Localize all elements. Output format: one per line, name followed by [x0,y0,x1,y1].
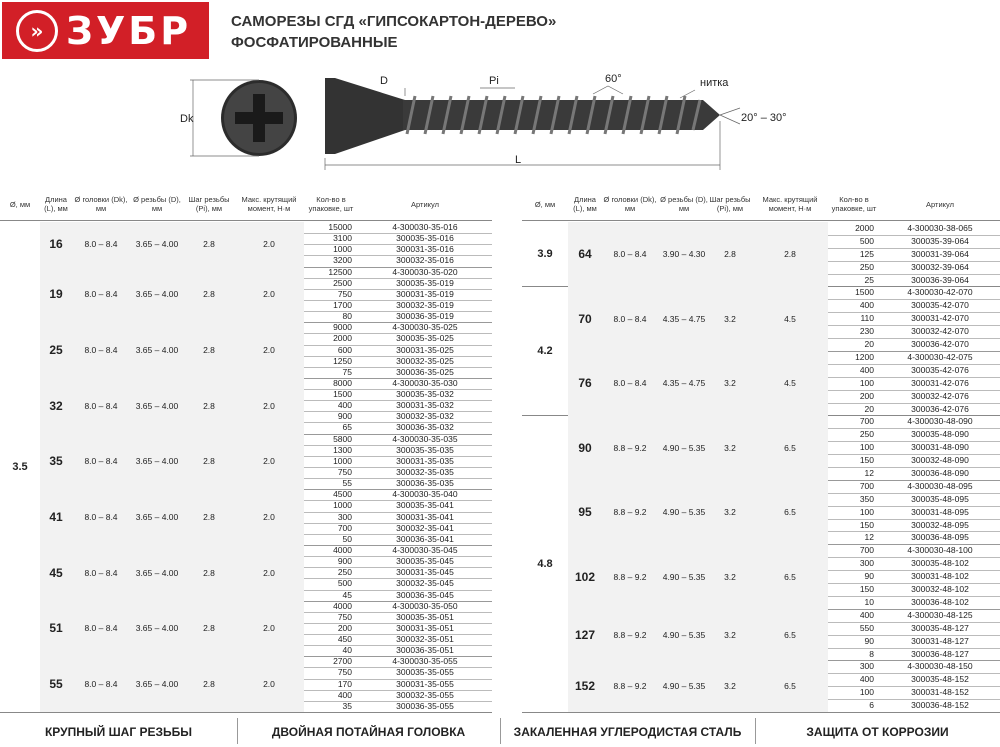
pack-quantity: 90 [864,571,874,582]
specs-table-left [0,188,492,712]
pack-quantity: 500 [337,578,352,589]
article-number: 300031-48-127 [911,635,969,646]
title-line-1: САМОРЕЗЫ СГД «ГИПСОКАРТОН-ДЕРЕВО» [231,13,557,30]
pack-quantity: 9000 [333,322,352,333]
article-number: 300035-42-076 [911,364,969,375]
pack-quantity: 4000 [333,544,352,555]
pack-quantity: 100 [859,506,874,517]
feature-head: ДВОЙНАЯ ПОТАЙНАЯ ГОЛОВКА [271,725,466,739]
pack-quantity: 1300 [333,444,352,455]
pack-quantity: 125 [859,248,874,259]
article-number: 300035-48-090 [911,429,969,440]
pack-quantity: 170 [337,678,352,689]
pack-quantity: 700 [859,416,874,427]
article-number: 300031-35-041 [396,511,454,522]
article-number: 4-300030-38-065 [907,223,973,233]
head-diameter: 8.0 – 8.4 [84,679,118,690]
article-number: 300031-35-051 [396,622,454,633]
head-diameter: 8.8 – 9.2 [613,507,647,518]
thread-diameter: 3.65 – 4.00 [135,512,179,523]
thread-pitch: 3.2 [724,507,736,518]
article-number: 300031-35-016 [396,244,454,255]
pack-quantity: 200 [859,390,874,401]
article-number: 4-300030-35-020 [392,266,458,277]
length-value: 152 [574,679,596,694]
pack-quantity: 100 [859,377,874,388]
length-value: 70 [578,311,592,326]
product-title [231,11,556,53]
max-torque: 2.0 [263,400,275,411]
pack-quantity: 900 [337,556,352,567]
thread-diameter: 4.35 – 4.75 [662,313,706,324]
pack-quantity: 400 [859,300,874,311]
pack-quantity: 10 [864,596,874,607]
feature-corrosion: ЗАЩИТА ОТ КОРРОЗИИ [806,725,949,739]
pack-quantity: 110 [860,313,874,324]
pack-quantity: 6 [869,700,874,711]
article-number: 4-300030-35-040 [392,489,458,500]
max-torque: 2.0 [263,623,275,634]
column-header-head: Ø головки (Dk), мм [74,195,128,213]
article-number: 300035-39-064 [911,235,969,246]
article-number: 300032-35-019 [396,299,454,310]
pack-quantity: 750 [337,611,352,622]
pack-quantity: 750 [337,467,352,477]
column-header-pitch: Шаг резьбы (Pi), мм [709,195,751,213]
head-diameter: 8.0 – 8.4 [84,567,118,578]
article-number: 300036-35-035 [396,478,454,489]
screw-diagram [175,66,815,181]
article-number: 300036-35-025 [396,366,454,377]
max-torque: 2.0 [263,345,275,356]
pack-quantity: 400 [337,689,352,700]
pack-quantity: 400 [859,609,874,620]
thread-diameter: 3.90 – 4.30 [662,249,706,260]
pack-quantity: 700 [337,522,352,533]
article-number: 300036-35-019 [396,311,454,322]
article-number: 300036-42-076 [911,403,969,414]
length-value: 19 [49,287,63,302]
article-number: 300032-39-064 [911,261,969,272]
article-number: 300036-48-152 [911,700,969,711]
head-diameter: 8.0 – 8.4 [84,239,118,250]
max-torque: 6.5 [784,571,796,582]
thread-pitch: 3.2 [724,681,736,692]
diameter-value: 3.5 [12,461,28,473]
article-number: 300035-35-045 [396,556,454,567]
thread-diameter: 3.65 – 4.00 [135,623,179,634]
max-torque: 6.5 [784,681,796,692]
thread-pitch: 2.8 [203,567,215,578]
thread-pitch: 3.2 [724,442,736,453]
article-number: 300035-35-032 [396,389,454,400]
article-number: 300036-48-127 [911,648,969,659]
article-number: 300031-35-032 [396,400,454,411]
pack-quantity: 700 [859,480,874,491]
article-number: 300031-48-152 [911,687,969,698]
pack-quantity: 150 [859,519,874,530]
pack-quantity: 2700 [333,656,352,667]
max-torque: 6.5 [784,507,796,518]
pack-quantity: 450 [337,634,352,645]
article-number: 300035-48-095 [911,493,969,504]
block-divider [0,712,492,713]
pack-quantity: 100 [859,687,874,698]
pack-quantity: 1500 [855,287,874,298]
article-number: 300031-48-102 [911,571,969,582]
thread-diameter: 3.65 – 4.00 [135,345,179,356]
article-number: 300035-42-070 [911,300,969,311]
pack-quantity: 12 [864,532,874,543]
column-header-len: Длина (L), мм [573,195,597,213]
pack-quantity: 400 [859,364,874,375]
thread-pitch: 2.8 [203,289,215,300]
thread-pitch: 3.2 [724,378,736,389]
pack-quantity: 50 [342,533,352,544]
title-line-2: ФОСФАТИРОВАННЫЕ [231,34,398,51]
pack-quantity: 4000 [333,600,352,611]
article-number: 300036-42-070 [911,339,969,350]
thread-pitch: 3.2 [724,571,736,582]
article-number: 4-300030-35-016 [392,222,458,232]
head-diameter: 8.0 – 8.4 [84,623,118,634]
feature-thread: КРУПНЫЙ ШАГ РЕЗЬБЫ [44,725,193,739]
article-number: 300031-42-076 [911,377,969,388]
thread-pitch: 2.8 [203,239,215,250]
thread-diameter: 4.90 – 5.35 [662,507,706,518]
thread-diameter: 4.35 – 4.75 [662,378,706,389]
diameter-value: 4.2 [537,344,553,357]
column-header-thread_d: Ø резьбы (D), мм [660,195,708,213]
pack-quantity: 550 [859,622,874,633]
length-value: 35 [49,454,63,469]
length-value: 127 [574,627,596,642]
pack-quantity: 2500 [333,277,352,288]
pack-quantity: 400 [859,674,874,685]
article-number: 4-300030-35-025 [392,322,458,333]
pack-quantity: 1200 [855,351,874,362]
thread-label: нитка [700,77,729,89]
article-number: 300035-35-035 [396,444,454,455]
article-number: 300032-35-035 [396,467,454,477]
pack-quantity: 250 [859,429,874,440]
diameter-value: 3.9 [537,248,553,261]
length-value: 25 [49,343,63,358]
article-number: 300031-35-055 [396,678,454,689]
article-number: 4-300030-35-030 [392,377,458,388]
column-header-thread_d: Ø резьбы (D), мм [133,195,181,213]
d-label: D [380,75,388,87]
thread-diameter: 3.65 – 4.00 [135,567,179,578]
pack-quantity: 45 [342,589,352,600]
max-torque: 2.0 [263,239,275,250]
diameter-value: 4.8 [537,557,553,570]
max-torque: 2.0 [263,456,275,467]
thread-diameter: 3.65 – 4.00 [135,456,179,467]
pack-quantity: 500 [859,235,874,246]
thread-diameter: 3.65 – 4.00 [135,679,179,690]
max-torque: 4.5 [784,378,796,389]
pack-quantity: 100 [859,442,874,453]
pack-quantity: 1000 [333,455,352,466]
pack-quantity: 5800 [333,433,352,444]
article-number: 300031-35-045 [396,567,454,578]
length-value: 41 [49,510,63,525]
article-number: 300031-48-090 [911,442,969,453]
thread-diameter: 4.90 – 5.35 [662,442,706,453]
length-value: 64 [578,247,592,262]
head-diameter: 8.0 – 8.4 [613,249,647,260]
block-divider [522,712,1000,713]
article-number: 300032-35-025 [396,355,454,366]
thread-diameter: 4.90 – 5.35 [662,629,706,640]
pack-quantity: 15000 [328,222,352,232]
article-number: 300031-35-019 [396,288,454,299]
thread-diameter: 4.90 – 5.35 [662,571,706,582]
article-number: 300032-48-090 [911,455,969,466]
pack-quantity: 750 [337,667,352,678]
thread-pitch: 2.8 [203,345,215,356]
article-number: 300036-48-095 [911,532,969,543]
length-value: 51 [49,621,63,636]
article-number: 300035-35-019 [396,277,454,288]
column-header-len: Длина (L), мм [44,195,68,213]
article-number: 4-300030-48-125 [907,609,973,620]
tip-angle-label: 20° – 30° [741,112,787,124]
pack-quantity: 300 [859,558,874,569]
pack-quantity: 75 [342,366,352,377]
pack-quantity: 250 [337,567,352,578]
pack-quantity: 40 [342,645,352,656]
pack-quantity: 20 [864,403,874,414]
length-value: 45 [49,565,63,580]
article-number: 4-300030-35-055 [392,656,458,667]
column-header-art: Артикул [411,199,439,209]
column-header-pitch: Шаг резьбы (Pi), мм [188,195,230,213]
head-diameter: 8.0 – 8.4 [84,456,118,467]
article-number: 4-300030-48-100 [907,545,973,556]
screw-side-view [325,78,720,154]
pack-quantity: 35 [342,700,352,711]
column-header-torque: Макс. крутящий момент, Н·м [241,195,297,213]
pack-quantity: 3100 [333,233,352,244]
article-number: 300036-35-051 [396,645,454,656]
pack-quantity: 900 [337,411,352,422]
column-header-head: Ø головки (Dk), мм [603,195,657,213]
article-number: 300035-35-016 [396,233,454,244]
length-value: 55 [49,677,63,692]
pack-quantity: 12 [864,468,874,478]
article-number: 300035-35-051 [396,611,454,622]
article-number: 300032-35-045 [396,578,454,589]
pack-quantity: 230 [859,326,874,337]
header-divider [522,220,1000,221]
article-number: 300036-35-032 [396,422,454,433]
thread-pitch: 2.8 [203,679,215,690]
article-number: 300036-35-045 [396,589,454,600]
header-divider [0,220,492,221]
specs-table-right [522,188,1000,712]
article-number: 300036-39-064 [911,274,969,285]
article-number: 300032-42-076 [911,390,969,401]
pack-quantity: 400 [337,400,352,411]
pack-quantity: 2000 [855,223,874,233]
article-number: 300032-35-032 [396,411,454,422]
pack-quantity: 65 [342,422,352,433]
screw-head-top-view [221,80,297,156]
pack-quantity: 750 [337,288,352,299]
pack-quantity: 1250 [333,355,352,366]
pack-quantity: 150 [859,584,874,595]
article-number: 300035-35-055 [396,667,454,678]
head-diameter: 8.0 – 8.4 [84,345,118,356]
column-header-dia: Ø, мм [534,199,556,209]
brand-name: ЗУБР [66,8,192,53]
head-diameter: 8.0 – 8.4 [84,400,118,411]
pack-quantity: 1700 [333,299,352,310]
max-torque: 4.5 [784,313,796,324]
article-number: 4-300030-42-075 [907,351,973,362]
pack-quantity: 2000 [333,333,352,344]
max-torque: 2.0 [263,567,275,578]
pack-quantity: 90 [864,635,874,646]
thread-pitch: 2.8 [203,623,215,634]
article-number: 300035-48-102 [911,558,969,569]
article-number: 300032-35-051 [396,634,454,645]
pack-quantity: 80 [342,311,352,322]
pack-quantity: 20 [864,339,874,350]
thread-diameter: 3.65 – 4.00 [135,400,179,411]
article-number: 300031-42-070 [911,313,969,324]
pack-quantity: 25 [864,274,874,285]
max-torque: 6.5 [784,629,796,640]
pi-label: Pi [489,75,499,87]
article-number: 4-300030-35-050 [392,600,458,611]
thread-pitch: 2.8 [724,249,736,260]
article-number: 300031-35-035 [396,455,454,466]
head-diameter: 8.0 – 8.4 [84,512,118,523]
article-number: 300036-35-041 [396,533,454,544]
article-number: 4-300030-35-045 [392,544,458,555]
thread-diameter: 4.90 – 5.35 [662,681,706,692]
pack-quantity: 4500 [333,489,352,500]
article-number: 300036-48-090 [911,468,969,478]
pack-quantity: 1000 [333,500,352,511]
pack-quantity: 8 [869,648,874,659]
length-value: 16 [49,237,63,252]
article-number: 4-300030-42-070 [907,287,973,298]
pack-quantity: 55 [342,478,352,489]
thread-pitch: 2.8 [203,512,215,523]
article-number: 300032-48-102 [911,584,969,595]
l-label: L [515,154,522,166]
column-header-dia: Ø, мм [9,199,31,209]
length-value: 32 [49,398,63,413]
pack-quantity: 150 [859,455,874,466]
article-number: 4-300030-35-035 [392,433,458,444]
pack-quantity: 300 [859,661,874,672]
thread-pitch: 2.8 [203,400,215,411]
article-number: 300031-48-095 [911,506,969,517]
article-number: 4-300030-48-090 [907,416,973,427]
brand-logo [2,2,209,59]
article-number: 300032-48-095 [911,519,969,530]
pack-quantity: 1500 [333,389,352,400]
article-number: 300032-42-070 [911,326,969,337]
article-number: 300032-35-055 [396,689,454,700]
head-diameter: 8.8 – 9.2 [613,629,647,640]
column-header-qty: Кол-во в упаковке, шт [308,195,354,213]
head-diameter: 8.8 – 9.2 [613,571,647,582]
article-number: 4-300030-48-095 [907,480,973,491]
pack-quantity: 350 [859,493,874,504]
column-header-torque: Макс. крутящий момент, Н·м [762,195,818,213]
dk-label: Dk [180,113,194,125]
head-diameter: 8.0 – 8.4 [613,378,647,389]
article-number: 300035-48-152 [911,674,969,685]
thread-diameter: 3.65 – 4.00 [135,289,179,300]
article-number: 300036-48-102 [911,596,969,607]
article-number: 300035-35-041 [396,500,454,511]
max-torque: 2.0 [263,289,275,300]
thread-pitch: 2.8 [203,456,215,467]
length-value: 76 [578,376,592,391]
pack-quantity: 3200 [333,255,352,266]
pack-quantity: 300 [337,511,352,522]
article-number: 300032-35-041 [396,522,454,533]
pack-quantity: 700 [859,545,874,556]
head-diameter: 8.0 – 8.4 [84,289,118,300]
max-torque: 2.8 [784,249,796,260]
thread-pitch: 3.2 [724,629,736,640]
arrows-logo-icon: » [16,10,58,52]
thread-pitch: 3.2 [724,313,736,324]
head-diameter: 8.8 – 9.2 [613,681,647,692]
pack-quantity: 1000 [333,244,352,255]
article-number: 300035-48-127 [911,622,969,633]
max-torque: 6.5 [784,442,796,453]
article-number: 300035-35-025 [396,333,454,344]
head-diameter: 8.0 – 8.4 [613,313,647,324]
length-value: 95 [578,505,592,520]
pack-quantity: 8000 [333,377,352,388]
pack-quantity: 12500 [328,266,352,277]
pack-quantity: 250 [859,261,874,272]
angle-label: 60° [605,73,622,85]
max-torque: 2.0 [263,512,275,523]
thread-diameter: 3.65 – 4.00 [135,239,179,250]
pack-quantity: 600 [337,344,352,355]
head-diameter: 8.8 – 9.2 [613,442,647,453]
column-header-qty: Кол-во в упаковке, шт [831,195,877,213]
pack-quantity: 200 [337,622,352,633]
column-header-art: Артикул [926,199,954,209]
article-number: 4-300030-48-150 [907,661,973,672]
feature-steel: ЗАКАЛЕННАЯ УГЛЕРОДИСТАЯ СТАЛЬ [513,725,742,739]
article-number: 300036-35-055 [396,700,454,711]
article-number: 300031-35-025 [396,344,454,355]
article-number: 300031-39-064 [911,248,969,259]
max-torque: 2.0 [263,679,275,690]
article-number: 300032-35-016 [396,255,454,266]
length-value: 102 [574,569,596,584]
length-value: 90 [578,440,592,455]
